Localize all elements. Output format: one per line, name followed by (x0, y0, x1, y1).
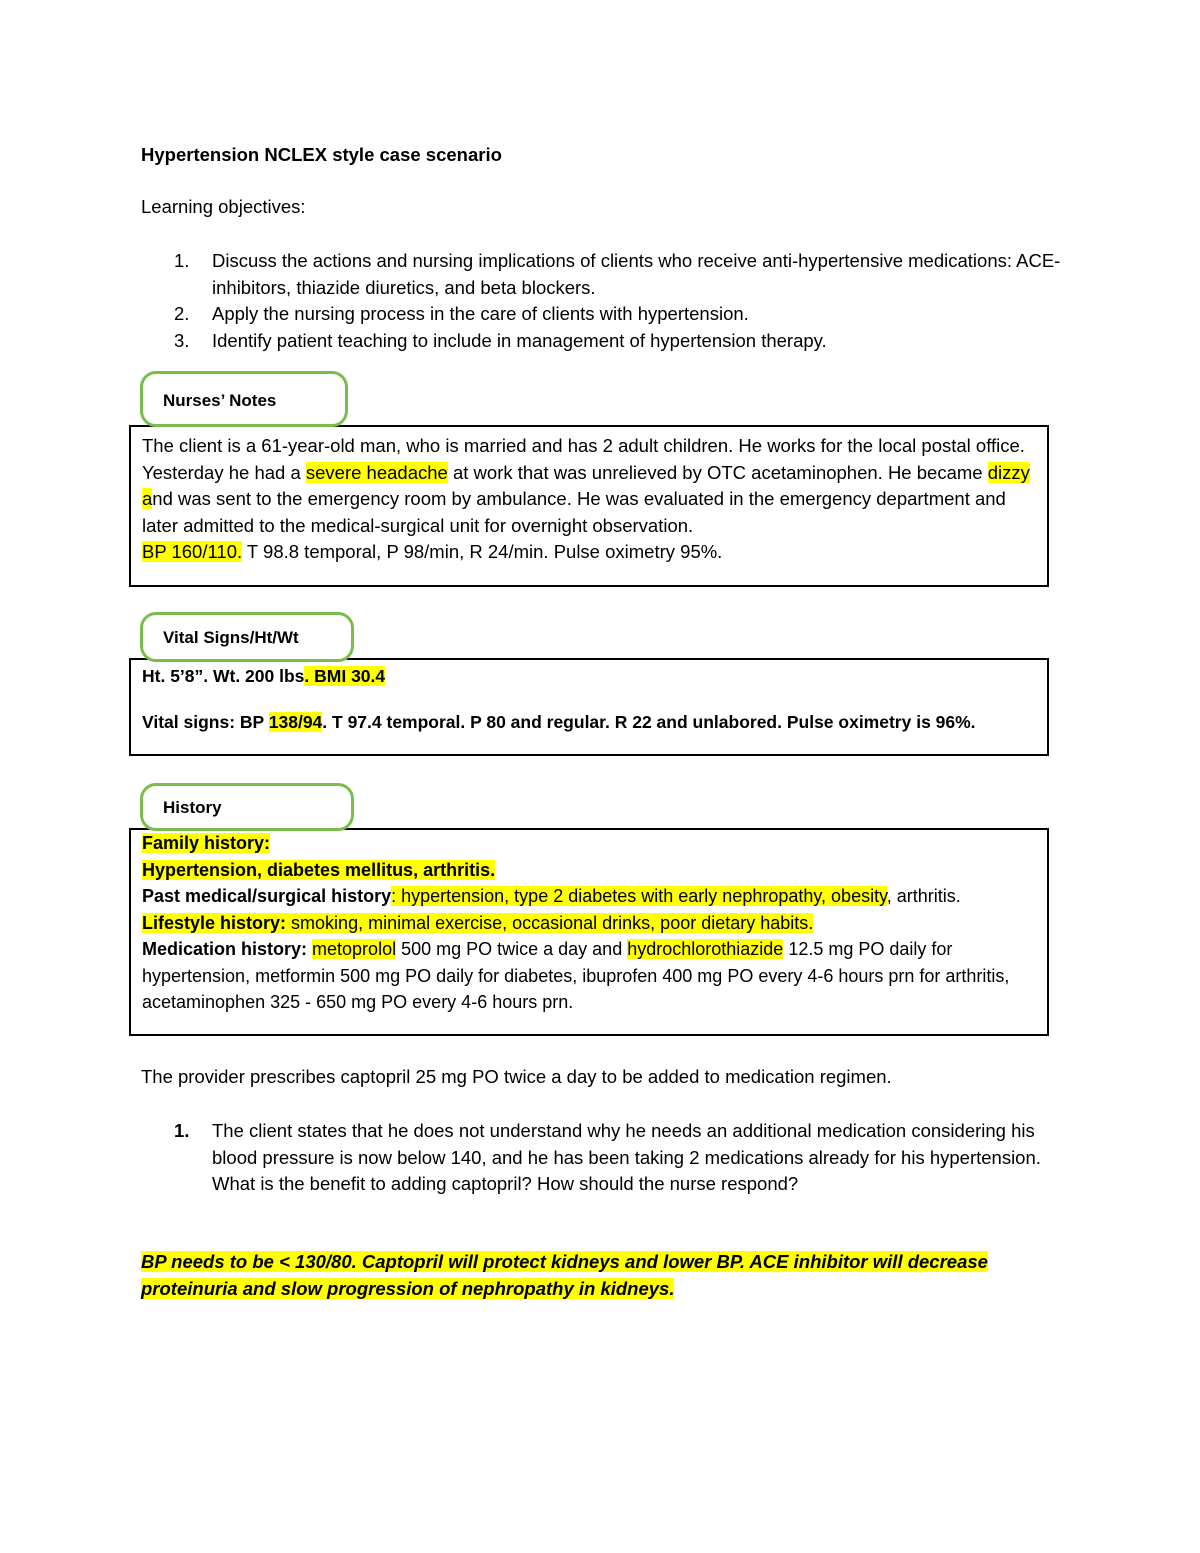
objective-item (141, 328, 1061, 355)
lifestyle-label: Lifestyle history: (142, 912, 287, 933)
bmi-highlight: . BMI 30.4 (304, 666, 386, 686)
vital-signs-text (142, 664, 1037, 734)
vitals-text-2: . T 97.4 temporal. P 80 and regular. R 22 and unlabored. Pulse oximetry is 96%. (322, 712, 976, 732)
bp-highlight: 138/94 (268, 712, 323, 732)
medication-history (142, 936, 1037, 1016)
notes-text-2: at work that was unrelieved by OTC acetaminophen. He became (447, 461, 988, 483)
medication-text-1: 500 mg PO twice a day and (396, 939, 628, 959)
height-weight-value: Ht. 5’8”. Wt. 200 lbs (142, 666, 305, 686)
vital-signs-tab (140, 612, 354, 662)
medication-text-2: 12.5 mg PO daily for hypertension, metformin 500 mg PO daily for diabetes, ibuprofen 400 mg PO every 4-6 hours prn for arthritis, acetaminophen 325 - 650 mg PO every 4-6 hours prn. (142, 939, 1010, 1012)
nurses-notes-box (129, 425, 1049, 587)
pmh-tail: , arthritis. (886, 886, 961, 906)
family-history-value: Hypertension, diabetes mellitus, arthritis. (142, 859, 496, 880)
answer-text (141, 1248, 1021, 1302)
history-tab-label: History (163, 798, 222, 817)
notes-text-1: The client is a 61-year-old man, who is married and has 2 adult children. He works for the local postal office. Yesterday he had a (142, 435, 1025, 483)
vital-signs-line (142, 710, 1037, 734)
pmh-label: Past medical/surgical history (142, 886, 392, 906)
pmh-highlight: : hypertension, type 2 diabetes with early nephropathy, obesity (391, 886, 887, 906)
objective-text: Identify patient teaching to include in management of hypertension therapy. (212, 329, 827, 351)
question-number: 1. (174, 1120, 190, 1141)
question-text: The client states that he does not understand why he needs an additional medication considering his blood pressure is now below 140, and he has been taking 2 medications already for his hypertension. What is the benefit to adding captopril? How should the nurse respond? (212, 1120, 1041, 1194)
family-history-value-line (142, 857, 1037, 884)
metoprolol-highlight: metoprolol (312, 939, 397, 959)
notes-highlight-dizzy: dizzy a (142, 461, 1030, 509)
objectives-list (141, 248, 1061, 354)
history-text (142, 830, 1037, 1016)
answer-line-1: BP needs to be < 130/80. Captopril will protect kidneys and lower BP. ACE inhibitor will decrease (141, 1251, 988, 1272)
vital-signs-tab-label: Vital Signs/Ht/Wt (163, 628, 299, 647)
pmh-line (142, 883, 1037, 910)
hctz-highlight: hydrochlorothiazide (627, 939, 784, 959)
objective-item (141, 301, 1061, 328)
medication-label: Medication history: (142, 939, 308, 959)
notes-highlight-headache: severe headache (305, 461, 448, 483)
history-tab (140, 783, 354, 831)
provider-statement: The provider prescribes captopril 25 mg PO twice a day to be added to medication regimen. (141, 1066, 892, 1087)
objective-item (141, 248, 1061, 301)
family-history-line (142, 830, 1037, 857)
lifestyle-line (142, 910, 1037, 937)
height-weight-line (142, 664, 1037, 688)
objective-number: 2. (174, 303, 190, 324)
lifestyle-value: smoking, minimal exercise, occasional drinks, poor dietary habits. (286, 912, 814, 933)
notes-text-3: nd was sent to the emergency room by ambulance. He was evaluated in the emergency department and later admitted to the medical-surgical unit for overnight observation. (142, 488, 1006, 536)
nurses-notes-tab-label: Nurses’ Notes (163, 391, 277, 410)
nurses-notes-tab (140, 371, 348, 427)
family-history-label: Family history: (142, 833, 271, 853)
notes-text-4: T 98.8 temporal, P 98/min, R 24/min. Pulse oximetry 95%. (242, 541, 723, 562)
nurses-notes-text (142, 433, 1037, 566)
objective-number: 3. (174, 329, 190, 351)
question-item (141, 1118, 1061, 1198)
objective-text: Discuss the actions and nursing implications of clients who receive anti-hypertensive medications: ACE-inhibitors, thiazide diuretics, and beta blockers. (212, 250, 1061, 298)
question-list (141, 1118, 1061, 1198)
vital-signs-box (129, 658, 1049, 756)
objectives-label: Learning objectives: (141, 196, 306, 217)
answer-line-2: proteinuria and slow progression of nephropathy in kidneys. (141, 1278, 675, 1299)
objective-text: Apply the nursing process in the care of clients with hypertension. (212, 303, 749, 324)
document-title: Hypertension NCLEX style case scenario (141, 144, 502, 165)
notes-highlight-bp: BP 160/110. (142, 541, 243, 562)
objective-number: 1. (174, 250, 190, 271)
vitals-text-1: Vital signs: BP (142, 712, 269, 732)
history-box (129, 828, 1049, 1036)
